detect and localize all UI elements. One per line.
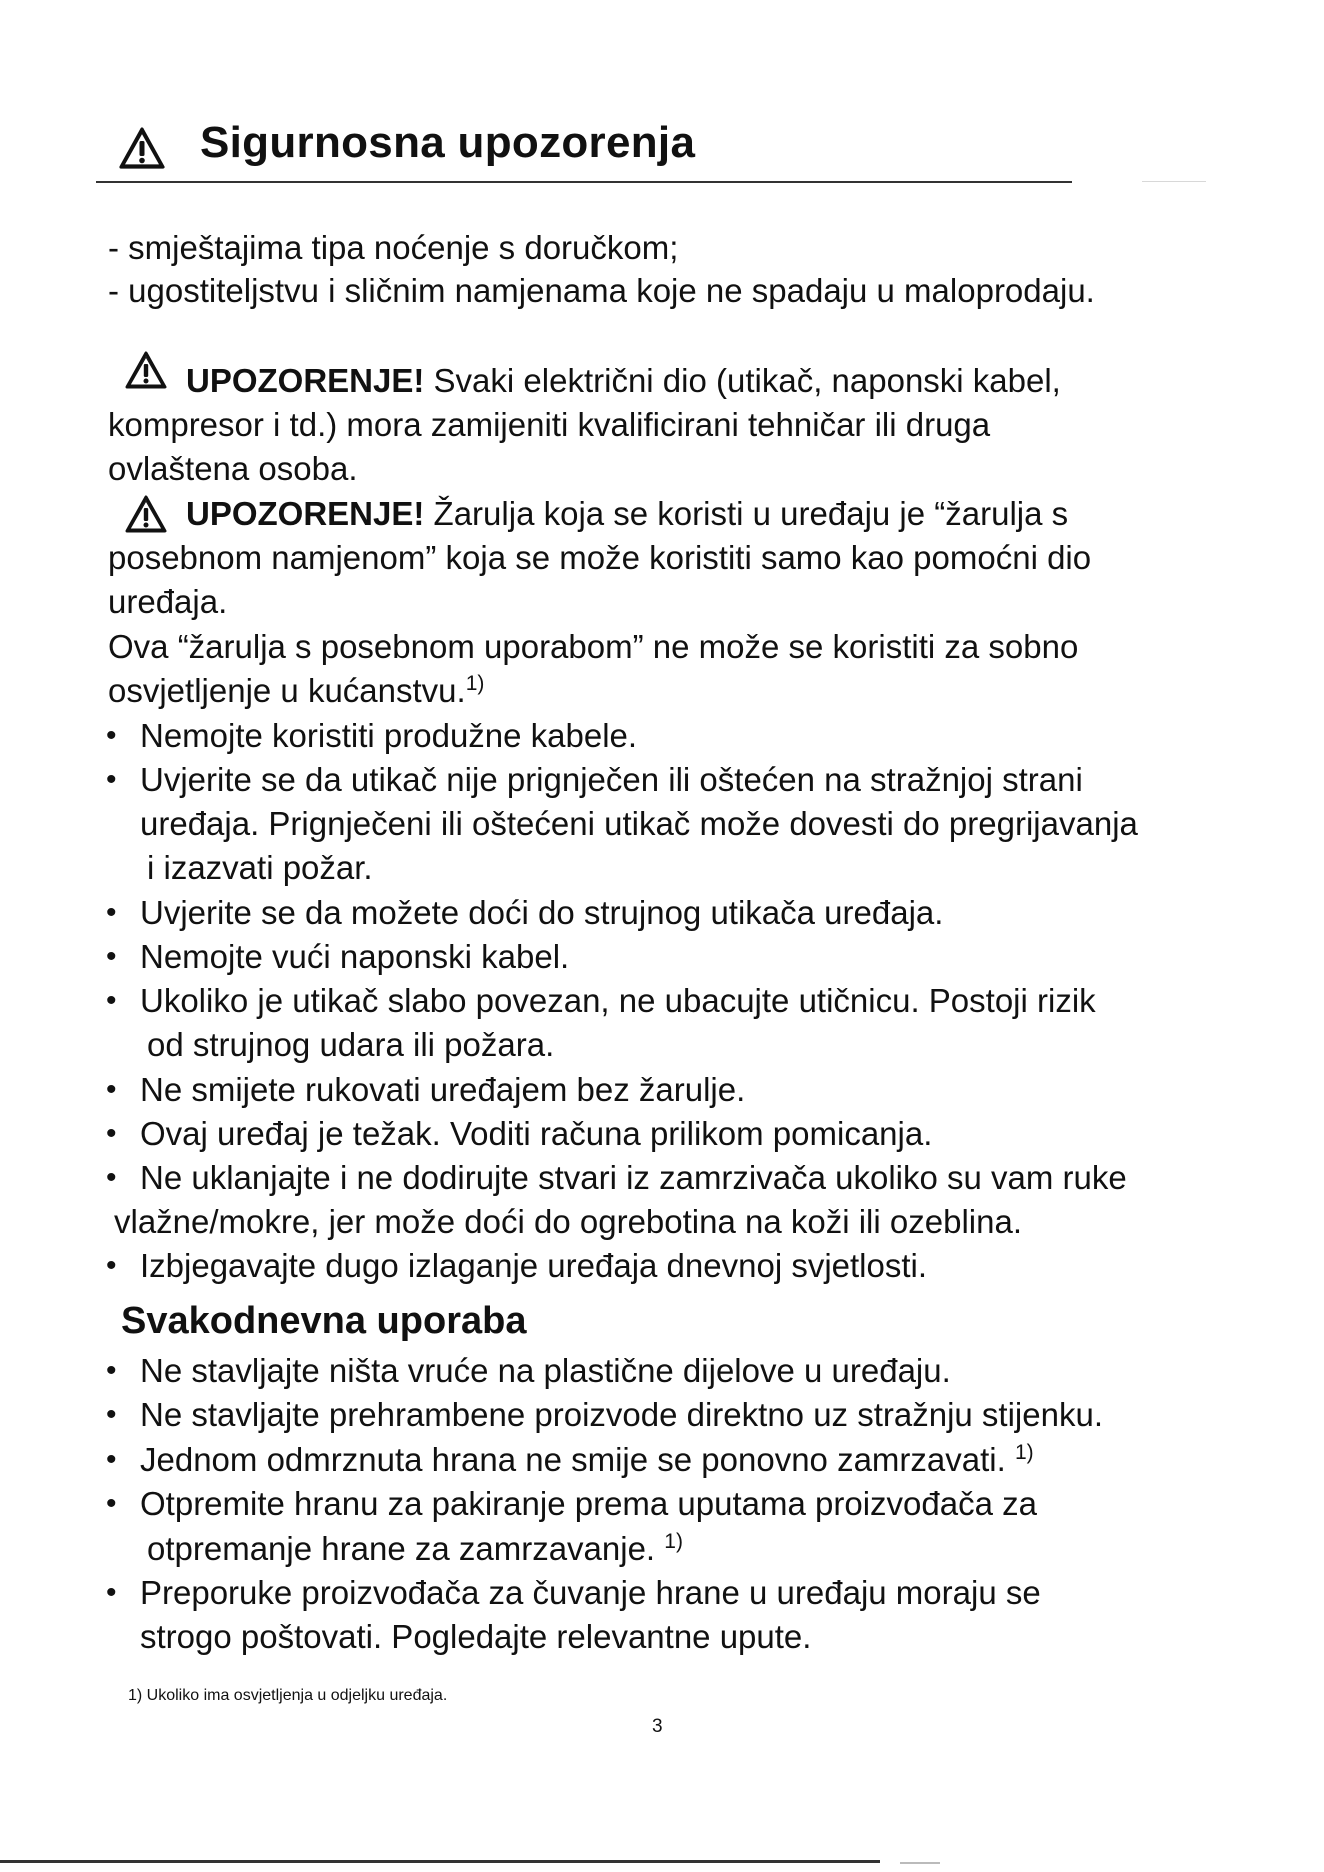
warning-text: uređaja. xyxy=(108,583,228,620)
warning-text: Svaki električni dio (utikač, naponski kabel, xyxy=(433,362,1061,399)
bullet-dot: • xyxy=(106,1117,117,1150)
bullet-dot: • xyxy=(106,1576,117,1609)
warning-text: Ova “žarulja s posebnom uporabom” ne može se koristiti za sobno xyxy=(108,628,1079,665)
intro-line: - smještajima tipa noćenje s doručkom; xyxy=(108,229,679,266)
list-item-continued: vlažne/mokre, jer može doći do ogrebotina na koži ili ozeblina. xyxy=(114,1203,1022,1240)
bullet-dot: • xyxy=(106,1487,117,1520)
footnote-ref: 1) xyxy=(664,1530,683,1553)
list-item-text: otpremanje hrane za zamrzavanje. xyxy=(147,1530,656,1567)
list-item: Nemojte vući naponski kabel. xyxy=(140,938,570,975)
bullet-dot: • xyxy=(106,1249,117,1282)
bullet-dot: • xyxy=(106,1354,117,1387)
warning-text: posebnom namjenom” koja se može koristiti samo kao pomoćni dio xyxy=(108,539,1092,576)
list-item: Ovaj uređaj je težak. Voditi računa prilikom pomicanja. xyxy=(140,1115,933,1152)
bullet-dot: • xyxy=(106,984,117,1017)
list-item-continued: strogo poštovati. Pogledajte relevantne upute. xyxy=(140,1618,812,1655)
warning-text: kompresor i td.) mora zamijeniti kvalificirani tehničar ili druga xyxy=(108,406,991,443)
list-item-continued: uređaja. Prignječeni ili oštećeni utikač može dovesti do pregrijavanja xyxy=(140,805,1138,842)
bullet-dot: • xyxy=(106,1398,117,1431)
footnote-ref: 1) xyxy=(465,672,485,695)
intro-line: - ugostiteljstvu i sličnim namjenama koje ne spadaju u maloprodaju. xyxy=(108,272,1095,309)
warning-label: UPOZORENJE! xyxy=(186,495,425,532)
warning-text-tail: osvjetljenje u kućanstvu. xyxy=(108,672,466,709)
list-item: Ne uklanjajte i ne dodirujte stvari iz zamrzivača ukoliko su vam ruke xyxy=(140,1159,1127,1196)
list-item: Ne smijete rukovati uređajem bez žarulje. xyxy=(140,1071,746,1108)
warning-text: Žarulja koja se koristi u uređaju je “žarulja s xyxy=(433,495,1069,532)
list-item-continued xyxy=(147,1529,683,1569)
bullet-dot: • xyxy=(106,1161,117,1194)
page-title: Sigurnosna upozorenja xyxy=(200,118,696,167)
list-item: Otpremite hranu za pakiranje prema uputama proizvođača za xyxy=(140,1485,1037,1522)
list-item: Ukoliko je utikač slabo povezan, ne ubacujte utičnicu. Postoji rizik xyxy=(140,982,1096,1019)
warning-2-first-line xyxy=(186,494,1068,534)
bullet-dot: • xyxy=(106,940,117,973)
footnote: 1) Ukoliko ima osvjetljenja u odjeljku uređaja. xyxy=(128,1687,448,1704)
bullet-dot: • xyxy=(106,763,117,796)
warning-label: UPOZORENJE! xyxy=(186,362,425,399)
warning-triangle-icon xyxy=(124,350,168,390)
list-item: Ne stavljajte ništa vruće na plastične dijelove u uređaju. xyxy=(140,1352,951,1389)
list-item-continued: od strujnog udara ili požara. xyxy=(147,1026,555,1063)
bullet-dot: • xyxy=(106,1443,117,1476)
list-item xyxy=(140,1440,1034,1480)
warning-1-first-line xyxy=(186,361,1061,401)
list-item: Preporuke proizvođača za čuvanje hrane u uređaju moraju se xyxy=(140,1574,1041,1611)
section-heading: Svakodnevna uporaba xyxy=(121,1300,527,1342)
bullet-dot: • xyxy=(106,719,117,752)
list-item: Uvjerite se da možete doći do strujnog utikača uređaja. xyxy=(140,894,944,931)
list-item: Uvjerite se da utikač nije prignječen ili oštećen na stražnjoj strani xyxy=(140,761,1083,798)
warning-text xyxy=(108,671,484,711)
warning-triangle-icon xyxy=(118,126,166,170)
warning-triangle-icon xyxy=(124,494,168,534)
bottom-divider xyxy=(0,1860,880,1863)
footnote-ref: 1) xyxy=(1014,1441,1034,1464)
list-item: Izbjegavajte dugo izlaganje uređaja dnevnoj svjetlosti. xyxy=(140,1247,928,1284)
title-underline xyxy=(96,181,1072,183)
warning-text: ovlaštena osoba. xyxy=(108,450,358,487)
list-item: Nemojte koristiti produžne kabele. xyxy=(140,717,638,754)
list-item: Ne stavljajte prehrambene proizvode direktno uz stražnju stijenku. xyxy=(140,1396,1103,1433)
list-item-continued: i izazvati požar. xyxy=(147,849,373,886)
page-number: 3 xyxy=(652,1716,663,1737)
list-item-text: Jednom odmrznuta hrana ne smije se ponovno zamrzavati. xyxy=(140,1441,1006,1478)
bullet-dot: • xyxy=(106,1073,117,1106)
bullet-dot: • xyxy=(106,896,117,929)
bottom-divider-fragment xyxy=(900,1862,940,1864)
divider-fragment xyxy=(1142,181,1206,182)
